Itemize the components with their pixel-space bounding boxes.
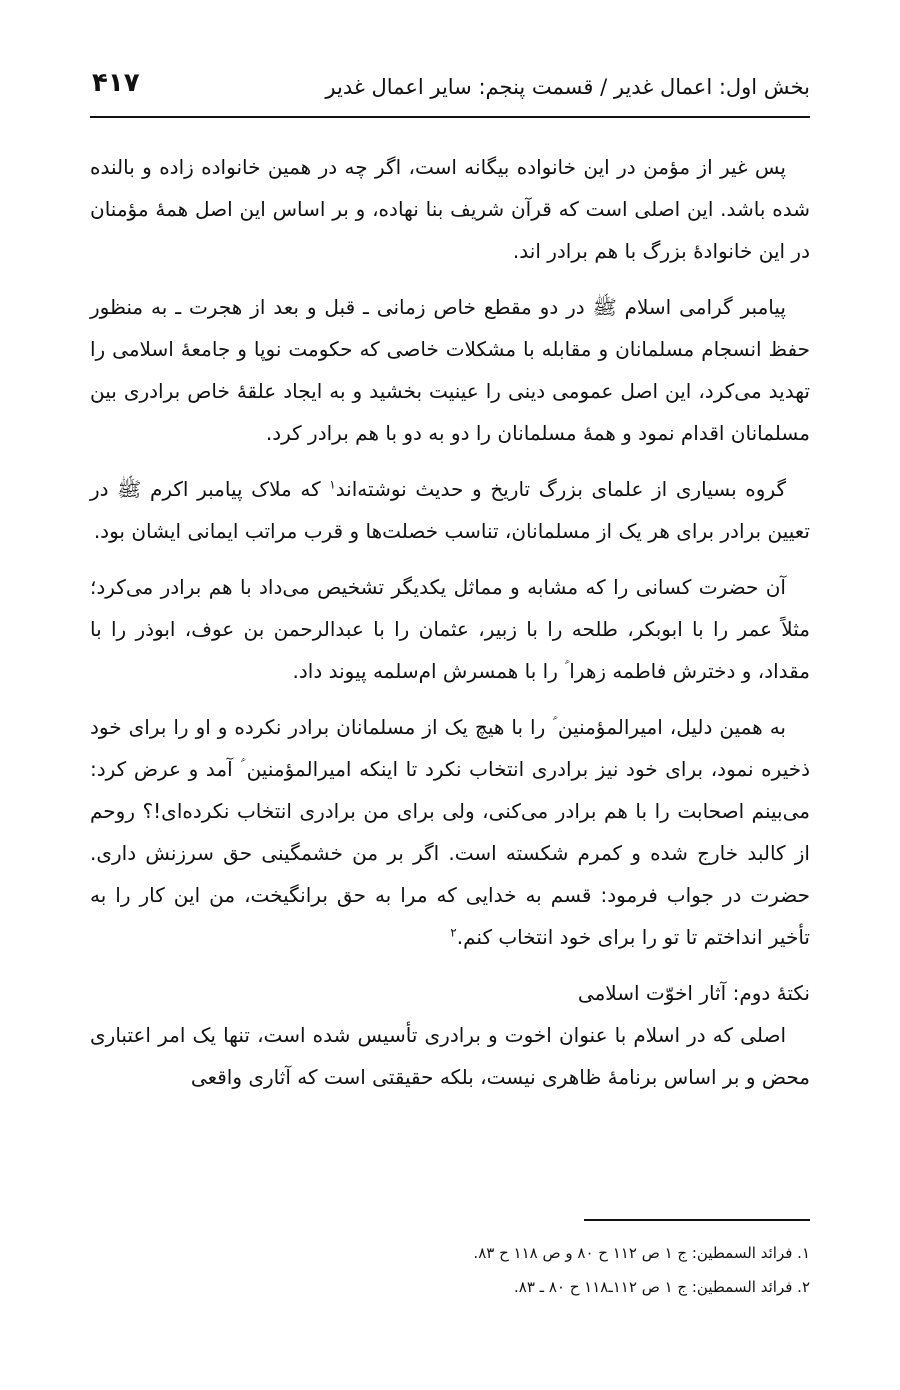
page-header (90, 58, 810, 118)
paragraph-3 (90, 468, 810, 552)
paragraph-5 (90, 706, 810, 958)
footnote-2: ۲. فرائد السمطین: ج ۱ ص ۱۱۲ـ۱۱۸ ح ۸۰ ـ ۸۳. (513, 1278, 810, 1296)
paragraph-5-text: به همین دلیل، امیرالمؤمنین ؑ را با هیچ یک از مسلمانان برادر نکرده و او را برای خود ذخیره نمود، برای خود نیز برادری انتخاب نکرد تا اینکه امیرالمؤمنین ؑ آمد و عرض کرد: می‌بینم اصحابت را با هم برادر می‌کنی، ولی برای من برادری انتخاب نکرده‌ای!؟ روحم از کالبد خارج شده و کمرم شکسته است. اگر بر من خشمگینی حق سرزنش داری. حضرت در جواب فرمود: قسم به خدایی که مرا به حق برانگیخت، من این کار را به تأخیر انداختم تا تو را برای خود انتخاب کنم. (90, 715, 810, 949)
running-title: بخش اول: اعمال غدیر / قسمت پنجم: سایر اعمال غدیر (325, 75, 810, 99)
paragraph-3-text-cont: که ملاک پیامبر اکرم ﷺ در تعیین برادر برای هر یک از مسلمانان، تناسب خصلت‌ها و قرب مراتب ایمانی ایشان بود. (90, 477, 810, 543)
paragraph-3-text: گروه بسیاری از علمای بزرگ تاریخ و حدیث نوشته‌اند (335, 477, 787, 501)
footnote-ref-1: ۱ (329, 477, 336, 492)
paragraph-4: آن حضرت کسانی را که مشابه و مماثل یکدیگر تشخیص می‌داد با هم برادر می‌کرد؛ مثلاً عمر را با ابوبکر، طلحه را با زبیر، عثمان را با عبدالرحمن بن عوف، ابوذر را با مقداد، و دخترش فاطمه زهرا ؑ را با همسرش ام‌سلمه پیوند داد. (90, 575, 810, 683)
footnote-1: ۱. فرائد السمطین: ج ۱ ص ۱۱۲ ح ۸۰ و ص ۱۱۸ ح ۸۳. (473, 1244, 810, 1262)
paragraph-2: پیامبر گرامی اسلام ﷺ در دو مقطع خاص زمانی ـ قبل و بعد از هجرت ـ به منظور حفظ انسجام مسلمانان و مقابله با مشکلات خاصی که حکومت نوپا و جامعهٔ اسلامی را تهدید می‌کرد، این اصل عمومی دینی را عینیت بخشید و به ایجاد علقهٔ خاص برادری بین مسلمانان اقدام نمود و همهٔ مسلمانان را دو به دو با هم برادر کرد. (90, 295, 810, 445)
paragraph-1: پس غیر از مؤمن در این خانواده بیگانه است، اگر چه در همین خانواده زاده و بالنده شده باشد. این اصلی است که قرآن شریف بنا نهاده، و بر اساس این اصل همهٔ مؤمنان در این خانوادهٔ بزرگ با هم برادر اند. (90, 155, 810, 263)
page-number: ۴۱۷ (92, 68, 140, 98)
body-text (90, 146, 810, 1112)
paragraph-6: اصلی که در اسلام با عنوان اخوت و برادری تأسیس شده است، تنها یک امر اعتباری محض و بر اساس برنامهٔ ظاهری نیست، بلکه حقیقتی است که آثاری واقعی (90, 1023, 810, 1089)
section-subheading: نکتهٔ دوم: آثار اخوّت اسلامی (577, 981, 810, 1005)
footnote-divider (584, 1219, 810, 1221)
footnote-ref-2: ۲ (450, 925, 457, 940)
footnotes (90, 1236, 810, 1304)
